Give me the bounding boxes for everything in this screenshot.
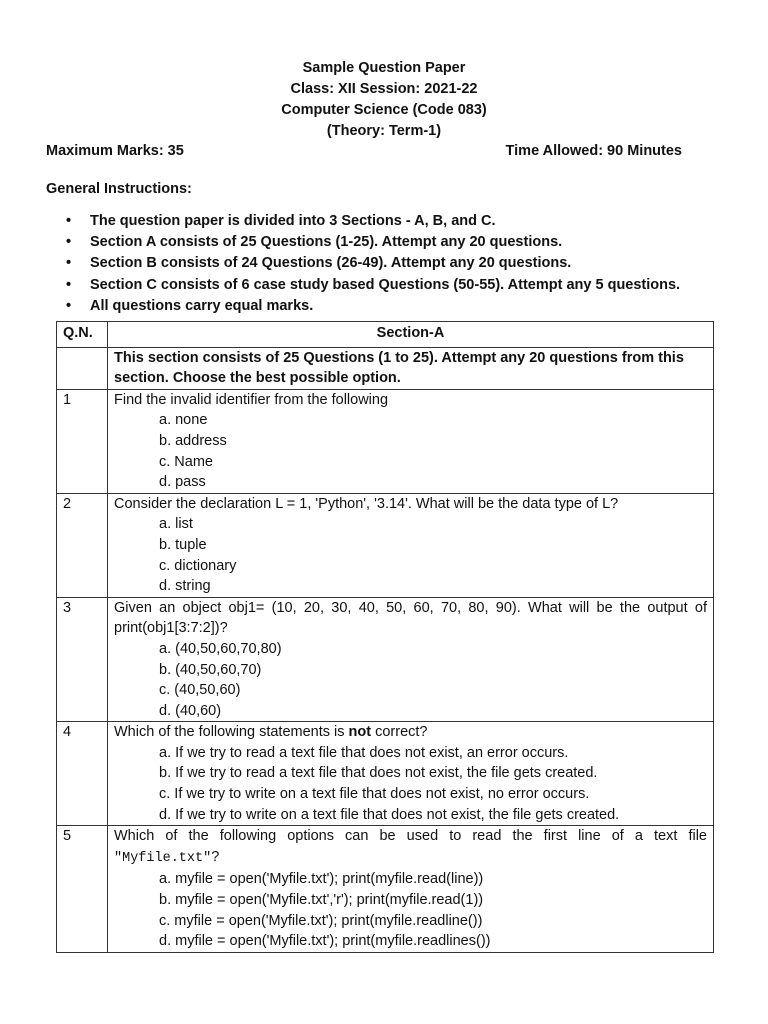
question-option: b. If we try to read a text file that does not exist, the file gets created.: [159, 765, 598, 782]
question-text: Given an object obj1= (10, 20, 30, 40, 50, 60, 70, 80, 90). What will be the output of: [114, 599, 707, 616]
question-option: c. myfile = open('Myfile.txt'); print(myfile.readline()): [159, 912, 483, 929]
section-intro-row: [57, 347, 714, 389]
instruction-item: • Section B consists of 24 Questions (26-49). Attempt any 20 questions.: [46, 253, 680, 274]
question-text-continued: [114, 847, 707, 870]
question-body: [108, 389, 714, 493]
maximum-marks: Maximum Marks: 35: [46, 143, 184, 159]
file-name-code: "Myfile.txt": [114, 850, 212, 866]
question-option: d. If we try to write on a text file that does not exist, the file gets created.: [159, 806, 620, 823]
paper-title: Sample Question Paper: [302, 60, 466, 76]
question-option: a. list: [159, 516, 193, 533]
instruction-item: • Section A consists of 25 Questions (1-25). Attempt any 20 questions.: [46, 232, 680, 253]
table-header-row: [57, 322, 714, 348]
marks-time-row: [46, 141, 686, 161]
question-option: c. If we try to write on a text file that does not exist, no error occurs.: [159, 786, 590, 803]
question-option: b. address: [159, 432, 227, 449]
question-option: d. (40,60): [159, 702, 222, 719]
question-option: a. myfile = open('Myfile.txt'); print(myfile.read(line)): [159, 871, 484, 888]
general-instructions-title: General Instructions:: [46, 181, 192, 197]
question-mark: ?: [211, 848, 220, 865]
paper-header: [0, 58, 768, 142]
question-emphasis: not: [348, 724, 372, 741]
question-text: Which of the following options can be used to read the first line of a text file: [114, 828, 707, 845]
question-number: 4: [57, 722, 108, 826]
question-row: [57, 722, 714, 826]
section-title: Section-A: [108, 322, 714, 348]
instruction-item: • The question paper is divided into 3 Sections - A, B, and C.: [46, 211, 680, 232]
question-option: b. (40,50,60,70): [159, 661, 262, 678]
questions-table: [56, 321, 714, 953]
question-text-end: correct?: [371, 724, 428, 741]
class-session: Class: XII Session: 2021-22: [290, 81, 478, 97]
question-number: 3: [57, 597, 108, 722]
section-intro: This section consists of 25 Questions (1 to 25). Attempt any 20 questions from this section. Choose the best possible option.: [108, 347, 714, 389]
question-body: [108, 722, 714, 826]
question-text-start: Which of the following statements is: [114, 724, 349, 741]
question-option: c. dictionary: [159, 557, 237, 574]
question-text-continued: print(obj1[3:7:2])?: [114, 620, 228, 637]
question-option: a. If we try to read a text file that does not exist, an error occurs.: [159, 744, 569, 761]
instruction-item: • All questions carry equal marks.: [46, 296, 680, 317]
question-body: [108, 597, 714, 722]
question-row: [57, 826, 714, 953]
question-row: [57, 389, 714, 493]
question-number: 2: [57, 493, 108, 597]
question-option: d. pass: [159, 474, 206, 491]
question-option: a. none: [159, 412, 208, 429]
theory-term: (Theory: Term-1): [326, 123, 442, 139]
question-number: 1: [57, 389, 108, 493]
question-option: b. tuple: [159, 536, 207, 553]
question-option: c. Name: [159, 453, 213, 470]
question-option: d. string: [159, 578, 211, 595]
question-row: [57, 597, 714, 722]
question-option: d. myfile = open('Myfile.txt'); print(myfile.readlines()): [159, 933, 491, 950]
question-number: 5: [57, 826, 108, 953]
question-text: [114, 722, 707, 743]
question-body: [108, 493, 714, 597]
instruction-item: • Section C consists of 6 case study based Questions (50-55). Attempt any 5 questions.: [46, 275, 680, 296]
time-allowed: Time Allowed: 90 Minutes: [505, 143, 682, 159]
question-option: b. myfile = open('Myfile.txt','r'); print(myfile.read(1)): [159, 892, 484, 909]
question-text: Consider the declaration L = 1, 'Python', '3.14'. What will be the data type of L?: [114, 495, 619, 512]
empty-cell: [57, 347, 108, 389]
question-text: Find the invalid identifier from the following: [114, 391, 389, 408]
question-option: a. (40,50,60,70,80): [159, 640, 282, 657]
qn-column-header: Q.N.: [57, 322, 108, 348]
question-body: [108, 826, 714, 953]
subject-code: Computer Science (Code 083): [281, 102, 487, 118]
question-row: [57, 493, 714, 597]
instructions-list: [46, 211, 680, 317]
question-option: c. (40,50,60): [159, 682, 241, 699]
